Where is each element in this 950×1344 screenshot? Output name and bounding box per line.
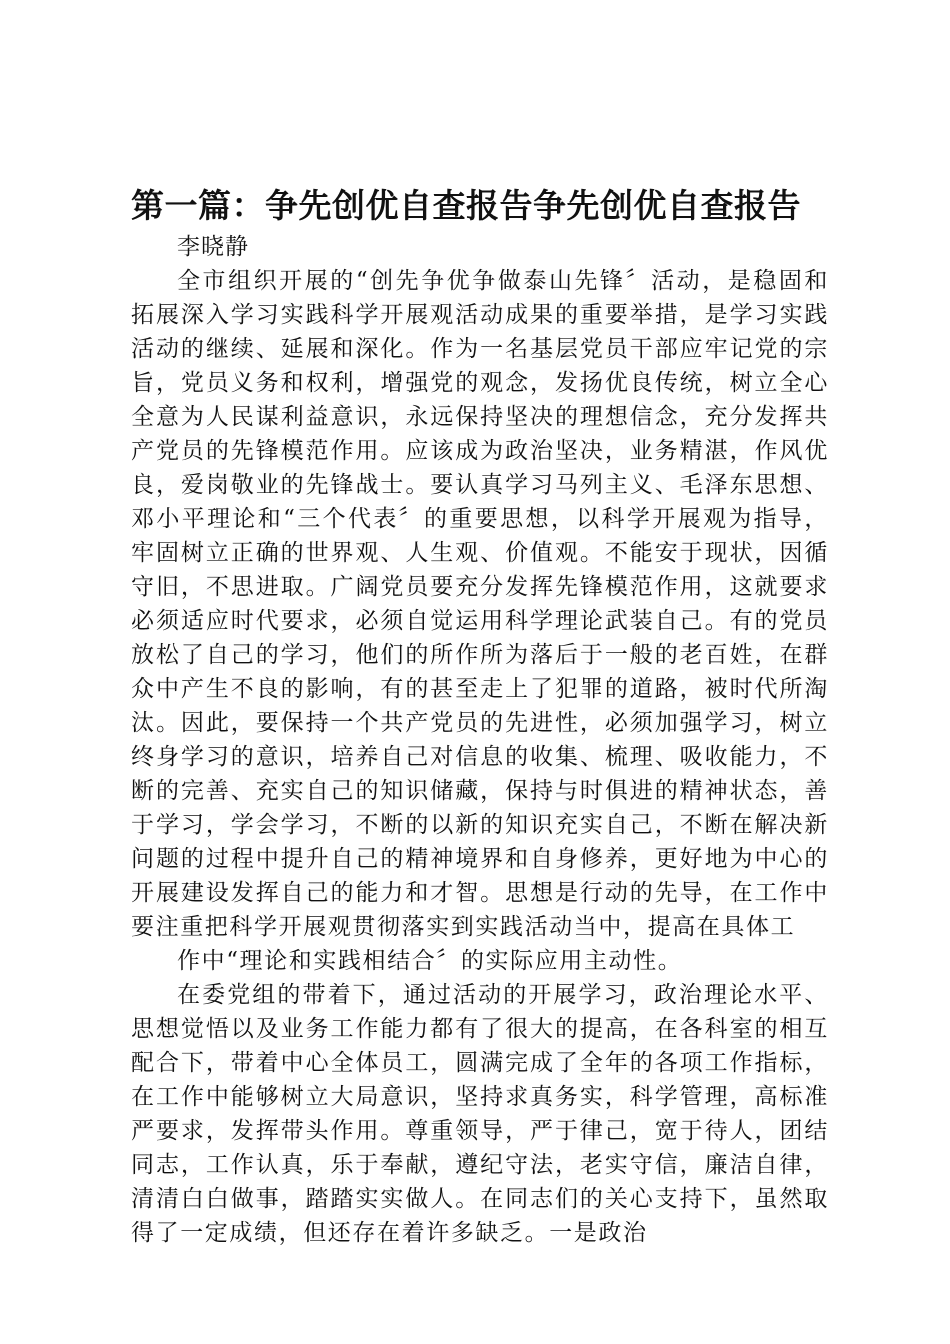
paragraph-3: 在委党组的带着下，通过活动的开展学习，政治理论水平、思想觉悟以及业务工作能力都有了很大的提高，在各科室的相互配合下，带着中心全体员工，圆满完成了全年的各项工作指标，在工作中能够树立大局意识，坚持求真务实，科学管理，高标准严要求，发挥带头作用。尊重领导，严于律己，宽于待人，团结同志，工作认真，乐于奉献，遵纪守法，老实守信，廉洁自律，清清白白做事，踏踏实实做人。在同志们的关心支持下，虽然取得了一定成绩，但还存在着许多缺乏。一是政治	[131, 982, 829, 1246]
paragraph-1: 全市组织开展的“创先争优争做泰山先锋〞活动，是稳固和拓展深入学习实践科学开展观活动成果的重要举措，是学习实践活动的继续、延展和深化。作为一名基层党员干部应牢记党的宗旨，党员义务和权利，增强党的观念，发扬优良传统，树立全心全意为人民谋利益意识，永远保持坚决的理想信念，充分发挥共产党员的先锋模范作用。应该成为政治坚决，业务精湛，作风优良，爱岗敬业的先锋战士。要认真学习马列主义、毛泽东思想、邓小平理论和“三个代表〞的重要思想，以科学开展观为指导，牢固树立正确的世界观、人生观、价值观。不能安于现状，因循守旧，不思进取。广阔党员要充分发挥先锋模范作用，这就要求必须适应时代要求，必须自觉运用科学理论武装自己。有的党员放松了自己的学习，他们的所作所为落后于一般的老百姓，在群众中产生不良的影响，有的甚至走上了犯罪的道路，被时代所淘汰。因此，要保持一个共产党员的先进性，必须加强学习，树立终身学习的意识，培养自己对信息的收集、梳理、吸收能力，不断的完善、充实自己的知识储藏，保持与时俱进的精神状态，善于学习，学会学习，不断的以新的知识充实自己，不断在解决新问题的过程中提升自己的精神境界和自身修养，更好地为中心的开展建设发挥自己的能力和才智。思想是行动的先导，在工作中要注重把科学开展观贯彻落实到实践活动当中，提高在具体工	[131, 268, 829, 940]
document-author: 李晓静	[177, 234, 249, 260]
paragraph-2: 作中“理论和实践相结合〞的实际应用主动性。	[177, 948, 683, 974]
document-title: 第一篇：争先创优自查报告争先创优自查报告	[131, 186, 801, 225]
document-body	[131, 182, 829, 1250]
